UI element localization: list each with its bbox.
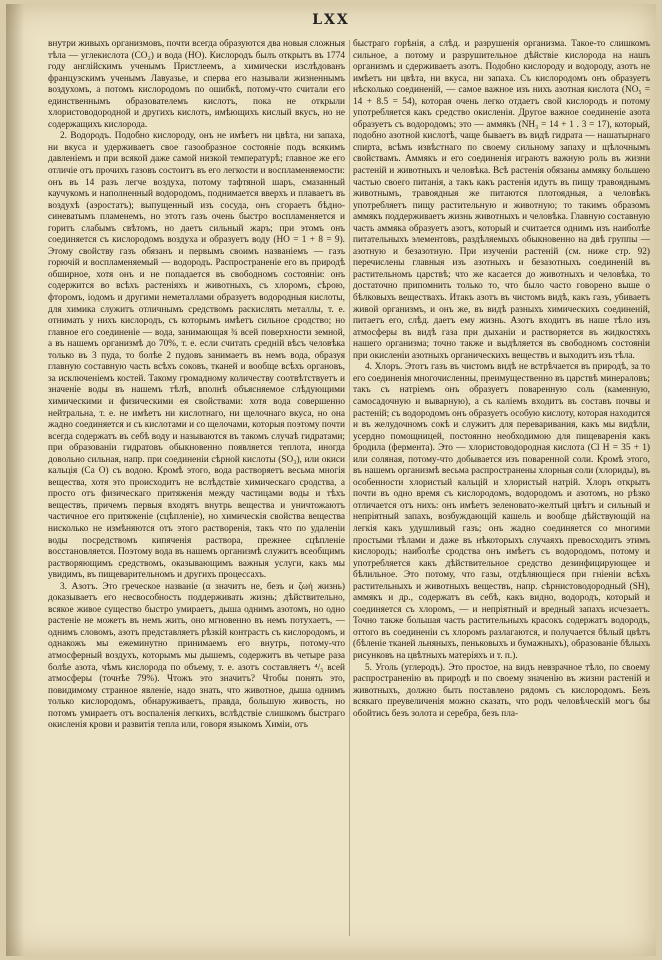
book-page [6,4,656,956]
paragraph: 4. Хлоръ. Этотъ газъ въ чистомъ видѣ не встрѣчается въ природѣ, за то его соединенія многочисленны, преимущественно въ царствѣ минераловъ; такъ съ натріемъ онъ образуетъ поваренную соль (каменную, самосадочную и выварную), а съ каліемъ входитъ въ составъ почвы и растеній; съ водородомъ онъ образуетъ особую кислоту, которая находится и въ желудочномъ сокѣ и служитъ для переваривания, какъ мы видѣли, усердно помощницей, постоянно необходимою для пищеваренія какъ бродила (фермента). Это — хлористоводородная кислота (Cl H = 35 + 1) или соляная, потому-что добывается изъ поваренной соли. Кромѣ этого, въ нашемъ организмѣ весьма распространены хлорныя соли (хлориды), въ особенности хлористый кальцій и хлористый натрій. Хлоръ открытъ почти въ одно время съ кислородомъ, водородомъ и азотомъ, но рѣзко отличается отъ нихъ: онъ имѣетъ зеленовато-желтый цвѣтъ и сильный и непріятный запахъ, возбуждающій кашель и вообще дѣйствующій на легкія какъ удушливый газъ; онъ жадно соединяется со многими простыми тѣлами и даже въ нѣкоторыхъ случаяхъ превосходитъ этимъ кислородъ; наиболѣе сродства онъ имѣетъ съ водородомъ, потому и употребляется какъ дѣйствительное средство дезинфицирующее и бѣлильное. Это потому, что газы, отдѣляющіеся при гніеніи всѣхъ растительныхъ и животныхъ веществъ, напр. сѣрнистоводородный (SH), аммякъ и др., содержатъ въ себѣ, какъ видно, водородъ, который и соединяется съ хлоромъ, — и непріятный и вредный запахъ исчезаетъ. Точно также большая часть растительныхъ красокъ содержатъ водородъ, оттого въ соединеніи съ хлоромъ разлагаются, и получается бѣлый цвѣтъ (бѣленіе тканей льняныхъ, пеньковыхъ и бумажныхъ), образованіе бѣлыхъ рисунковъ на цвѣтныхъ матеріяхъ и т. п.). [353,362,650,661]
left-column [48,39,345,944]
binding-shadow [6,4,24,956]
paragraph: быстраго горѣнія, а слѣд. и разрушенія организма. Такое-то слишкомъ сильное, а потому и разрушительное дѣйствіе кислорода на нашъ организмъ и сдерживаетъ азотъ. Подобно кислороду и водороду, азотъ не имѣетъ ни цвѣта, ни вкуса, ни запаха. Съ кислородомъ онъ образуетъ нѣсколько соединеній, — самое важное изъ нихъ азотная кислота (NO₅ = 14 + 8.5 = 54), которая очень легко отдаетъ свой кислородъ и потому употребляется какъ средство окисленія. Другое важное соединеніе азота образуетъ съ водородомъ; это — аммякъ (NH₃ = 14 + 1 . 3 = 17), который, подобно азотной кислотѣ, чаще бываетъ въ видѣ гидрата — нашатырнаго спирта, всѣмъ извѣстнаго по своему сильному запаху и щѣлочнымъ свойствамъ. Аммякъ и его соединенія играютъ важную роль въ жизни растеній и животныхъ и человѣка. Всѣ растенія обязаны аммяку большею частью своего питанія, а такъ какъ растенія идутъ въ пищу травояднымъ животнымъ, травоядныя же питаются плотоядныя, а человѣкъ употребляетъ пищу растительную и животную; то такимъ образомъ аммякъ поддерживаетъ жизнь животныхъ и человѣка. Главную составную часть аммякa образуетъ азотъ, который и считается однимъ изъ наиболѣе питательныхъ элементовъ, раздѣляемыхъ обыкновенно на двѣ группы — азотную и безазотную. При изученіи растеній (см. ниже стр. 92) перечислены главныя изъ азотныхъ и безазотныхъ соединеній въ растительномъ царствѣ; что же касается до животныхъ и человѣка, то достаточно припомнить только то, что было часто говорено выше о бѣлковыхъ веществахъ. Итакъ азотъ въ чистомъ видѣ, какъ газъ, убиваетъ живой организмъ, и онъ же, въ видѣ разныхъ химическихъ соединеній, питаетъ его, слѣд. даетъ ему жизнь. Азотъ входитъ въ наше тѣло изъ атмосферы въ видѣ газа при дыханіи и растворяется въ жидкостяхъ нашего организма; точно также и выдѣляется въ свободномъ состояніи при окисленіи азотныхъ органическихъ веществъ и выходитъ изъ тѣла. [353,39,650,361]
paragraph: 5. Уголь (углеродъ). Это простое, на видъ невзрачное тѣло, по своему распространенію въ природѣ и по своему значенію въ жизни растеній и животныхъ, должно быть поставлено рядомъ съ кислородомъ. Безъ всякаго преувеличенія можно сказать, что родъ человѣческій могъ бы обойтись безъ золота и серебра, безъ пла- [353,662,650,719]
paragraph: 2. Водородъ. Подобно кислороду, онъ не имѣетъ ни цвѣта, ни запаха, ни вкуса и удерживаетъ свое газообразное состоянiе подъ всякимъ давленiемъ и при всякой даже самой низкой температурѣ; главное же его отличіе отъ прочихъ газовъ состоитъ въ его легкости и воспламеняемости: онъ въ 14 разъ легче воздуха, потому тафтяной шаръ, смазанный каучукомъ и наполненный водородомъ, поднимается вверхъ и плаваетъ въ воздухѣ (аэростатъ); выпущенный изъ сосуда, онъ сгораетъ бѣдно-синеватымъ пламенемъ, но этотъ газъ очень быстро воспламеняется и горитъ слабымъ свѣтомъ, но даетъ сильный жаръ; при этомъ онъ соединяется съ кислородомъ воздуха и образуетъ воду (HO = 1 + 8 = 9). Этому свойству газъ обязанъ и первымъ своимъ названiемъ — газъ горючiй и воспламеняемый — водородъ. Распространенiе его въ природѣ обширное, хотя онъ и не попадается въ свободномъ состоянiи: онъ содержится во всѣхъ растенiяхъ и животныхъ, съ хлоромъ, сѣрою, фторомъ, iодомъ и другими неметаллами образуетъ водородныя кислоты, для химика служитъ отличнымъ средствомъ раскислять металлы, т. е. отнимать у нихъ кислородъ, съ которымъ имѣетъ сильное сродство; но главное его соединенiе — вода, занимающая ¾ всей поверхности земной, а въ нашемъ организмѣ до 70%, т. е. если считать средній вѣсъ человѣка только въ 3 пуда, то болѣе 2 пудовъ занимаетъ въ немъ вода, образуя главную составную часть всѣхъ соковъ, тканей и вообще всѣхъ органовъ, за исключенiемъ костей. Такому громадному количеству соотвѣтствуетъ и значенiе воды въ нашемъ тѣлѣ, вполнѣ объясняемое слѣдующими химическими и физическими ея свойствами: хотя вода совершенно нейтральна, т. е. не имѣетъ ни кислотнаго, ни щелочнаго вкуса, но она жадно соединяется и съ кислотами и со щелочами, которыя поэтому почти всегда содержатъ въ себѣ воду и называются въ такомъ случаѣ гидратами; при образованiи гидратовъ обыкновенно появляется теплота, иногда довольно сильная, напр. при соединенiи сѣрной кислоты (SO₃), или окиси кальція (Ca O) съ водою. Кромѣ этого, вода растворяетъ весьма многiя вещества, хотя это происходитъ не вслѣдствіе химическаго сродства, а просто отъ физическаго притяженія между частицами воды и тѣхъ веществъ, причемъ первыя входятъ внутрь вещества и уничтожаютъ частичное его притяженіе (сцѣпленіе), но химическія свойства вещества нисколько не измѣняются отъ этого растворенія, такъ что по удаленіи воды посредствомъ кипяченія раствора, прежнее сцѣпленіе восстановляется. Поэтому вода въ нашемъ организмѣ служитъ всеобщимъ растворяющимъ средствомъ, оказывающимъ важныя услуги, какъ мы увидимъ, въ пищеварительномъ и другихъ процессахъ. [48,131,345,581]
column-divider [349,40,350,936]
paragraph: 3. Азотъ. Это греческое названіе (α значитъ не, безъ и ζωή жизнь) доказываетъ его несвособность поддерживать жизнь; дѣйствительно, всякое живое существо быстро умираетъ, дыша однимъ азотомъ, но одно растеніе не можетъ въ немъ жить, оно мгновенно въ немъ потухаетъ, — однимъ словомъ, азотъ представляетъ рѣзкій контрастъ съ кислородомъ, и однакожъ мы ежеминутно принимаемъ его внутрь, потому-что атмосферный воздухъ, которымъ мы дышемъ, содержитъ въ четыре раза болѣе азота, чѣмъ кислорода по объему, т. е. азотъ составляетъ ⁴/₅ всей атмосферы (точнѣе 79%). Чтожъ это значитъ? Чтобы понять это, повидимому странное явленіе, надо знать, что животное, дыша однимъ только кислородомъ, обнаруживаетъ, правда, большую живость, но потомъ умираетъ отъ воспаленія легкихъ, вслѣдствіе слишкомъ быстраго окисленія крови и развитія тепла или, говоря языкомъ Химіи, отъ [48,581,345,731]
page-number: LXX [312,12,350,28]
right-column [353,39,650,944]
paragraph: внутри живыхъ организмовъ, почти всегда образуются два новыя сложныя тѣла — углекислота (CO₂) и вода (HO). Кислородъ былъ открытъ въ 1774 году англійскимъ ученымъ Пристлеемъ, а химически изслѣдованъ французскимъ ученымъ Лавуазье, и сперва его называли жизненнымъ воздухомъ, а потомъ кислородомъ по ошибкѣ, потому-что считали его единственнымъ образователемъ кислотъ, пока не открыли хлористоводородной и другихъ кислотъ, имѣющихъ кислый вкусъ, но не содержащихъ кислорода. [48,39,345,130]
